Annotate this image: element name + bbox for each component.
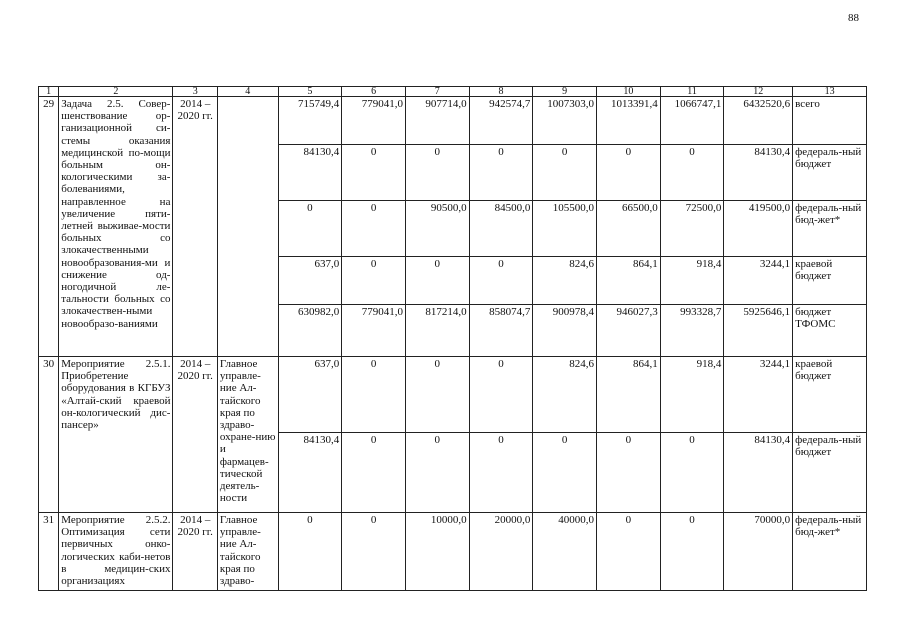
value-cell: 779041,0 [342,305,406,357]
value-cell: 630982,0 [278,305,342,357]
value-cell: 20000,0 [469,513,533,591]
value-cell: 3244,1 [724,257,793,305]
value-cell: 0 [405,145,469,201]
funding-source: федераль-ный бюд-жет* [793,201,867,257]
value-cell: 858074,7 [469,305,533,357]
value-cell: 907714,0 [405,97,469,145]
value-cell: 824,6 [533,257,597,305]
funding-source: всего [793,97,867,145]
table-row [39,97,867,145]
value-cell: 0 [278,201,342,257]
header-cell: 9 [533,87,597,97]
value-cell: 0 [597,145,661,201]
funding-source: федераль-ный бюджет [793,145,867,201]
page-number: 88 [848,12,859,24]
header-cell: 13 [793,87,867,97]
value-cell: 824,6 [533,357,597,433]
value-cell: 0 [469,145,533,201]
value-cell: 900978,4 [533,305,597,357]
funding-source: краевой бюджет [793,257,867,305]
value-cell: 40000,0 [533,513,597,591]
funding-source: бюджет ТФОМС [793,305,867,357]
header-cell: 1 [39,87,59,97]
value-cell: 6432520,6 [724,97,793,145]
task-description: Мероприятие 2.5.1. Приобретение оборудования в КГБУЗ «Алтай-ский краевой он-кологический дис-пансер» [59,357,173,513]
value-cell: 419500,0 [724,201,793,257]
value-cell: 637,0 [278,357,342,433]
header-cell: 12 [724,87,793,97]
value-cell: 0 [342,257,406,305]
value-cell: 72500,0 [660,201,724,257]
value-cell: 0 [342,513,406,591]
value-cell: 84130,4 [278,433,342,513]
header-cell: 2 [59,87,173,97]
value-cell: 946027,3 [597,305,661,357]
row-number: 30 [39,357,59,513]
executor-cell: Главное управле-ние Ал-тайского края по здраво- [217,513,278,591]
header-cell: 8 [469,87,533,97]
header-cell: 3 [173,87,217,97]
header-row [39,87,867,97]
value-cell: 637,0 [278,257,342,305]
value-cell: 66500,0 [597,201,661,257]
header-cell: 5 [278,87,342,97]
value-cell: 0 [342,433,406,513]
value-cell: 84130,4 [724,433,793,513]
value-cell: 0 [533,145,597,201]
value-cell: 0 [469,257,533,305]
table-row [39,513,867,591]
value-cell: 918,4 [660,357,724,433]
header-cell: 6 [342,87,406,97]
value-cell: 942574,7 [469,97,533,145]
value-cell: 1013391,4 [597,97,661,145]
value-cell: 3244,1 [724,357,793,433]
period-cell: 2014 – 2020 гг. [173,513,217,591]
budget-table [38,86,867,591]
value-cell: 0 [405,433,469,513]
value-cell: 0 [342,357,406,433]
value-cell: 5925646,1 [724,305,793,357]
value-cell: 993328,7 [660,305,724,357]
value-cell: 715749,4 [278,97,342,145]
value-cell: 864,1 [597,257,661,305]
funding-source: федераль-ный бюд-жет* [793,513,867,591]
value-cell: 0 [660,513,724,591]
value-cell: 84130,4 [278,145,342,201]
value-cell: 0 [342,145,406,201]
value-cell: 84130,4 [724,145,793,201]
value-cell: 0 [660,433,724,513]
value-cell: 0 [597,433,661,513]
value-cell: 10000,0 [405,513,469,591]
period-cell: 2014 – 2020 гг. [173,97,217,357]
value-cell: 70000,0 [724,513,793,591]
executor-cell: Главное управле-ние Ал-тайского края по здраво-охране-нию и фармацев-тической деятель-ности [217,357,278,513]
row-number: 31 [39,513,59,591]
funding-source: федераль-ный бюджет [793,433,867,513]
period-cell: 2014 – 2020 гг. [173,357,217,513]
value-cell: 0 [278,513,342,591]
value-cell: 0 [342,201,406,257]
header-cell: 11 [660,87,724,97]
value-cell: 105500,0 [533,201,597,257]
row-number: 29 [39,97,59,357]
value-cell: 0 [469,357,533,433]
value-cell: 779041,0 [342,97,406,145]
value-cell: 0 [660,145,724,201]
header-cell: 4 [217,87,278,97]
funding-source: краевой бюджет [793,357,867,433]
table-row [39,357,867,433]
value-cell: 0 [405,257,469,305]
value-cell: 84500,0 [469,201,533,257]
task-description: Мероприятие 2.5.2. Оптимизация сети первичных онко-логических каби-нетов в медицин-ских организациях [59,513,173,591]
task-description: Задача 2.5. Совер-шенствование ор-ганизационной си-стемы оказания медицинской по-мощи больным он-кологическими за-болеваниями, направленное на увеличение пяти-летней выживае-мости больных со злокачественными новообразования-ми и снижение од-ногодичной ле-тальности больных со злокачествен-ными новообразо-ваниями [59,97,173,357]
value-cell: 817214,0 [405,305,469,357]
header-cell: 7 [405,87,469,97]
header-cell: 10 [597,87,661,97]
value-cell: 864,1 [597,357,661,433]
value-cell: 0 [469,433,533,513]
value-cell: 0 [533,433,597,513]
value-cell: 90500,0 [405,201,469,257]
value-cell: 1007303,0 [533,97,597,145]
value-cell: 0 [405,357,469,433]
value-cell: 0 [597,513,661,591]
value-cell: 1066747,1 [660,97,724,145]
value-cell: 918,4 [660,257,724,305]
executor-cell [217,97,278,357]
